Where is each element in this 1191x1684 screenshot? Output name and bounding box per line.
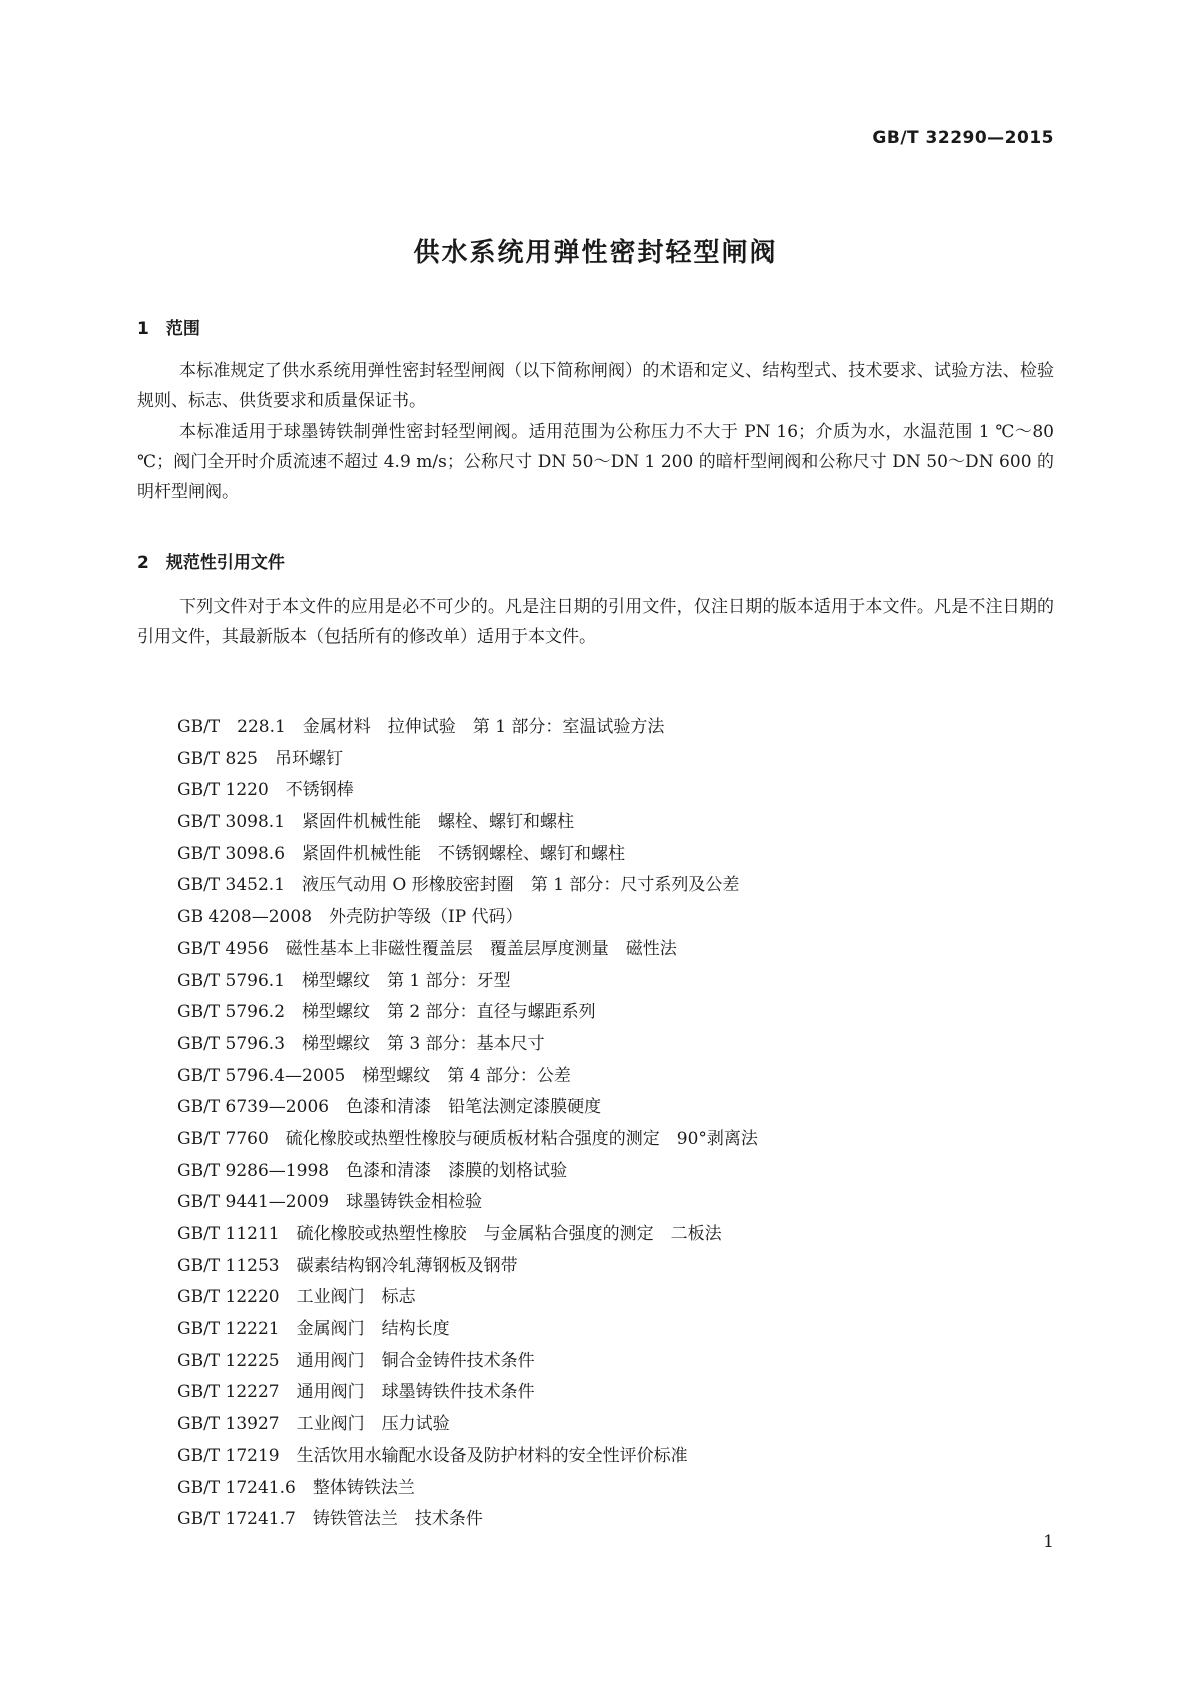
reference-item: GB/T 12220 工业阀门 标志 — [177, 1287, 416, 1308]
reference-list — [177, 712, 758, 1536]
reference-item: GB/T 12227 通用阀门 球墨铸铁件技术条件 — [177, 1382, 535, 1403]
reference-item: GB/T 17241.6 整体铸铁法兰 — [177, 1477, 415, 1498]
reference-item: GB/T 228.1 金属材料 拉伸试验 第 1 部分：室温试验方法 — [177, 717, 665, 737]
scope-paragraph-1: 本标准规定了供水系统用弹性密封轻型闸阀（以下简称闸阀）的术语和定义、结构型式、技术要求、试验方法、检验规则、标志、供货要求和质量保证书。 — [137, 361, 1054, 411]
reference-item: GB/T 3098.1 紧固件机械性能 螺栓、螺钉和螺柱 — [177, 812, 575, 833]
reference-item: GB/T 17219 生活饮用水输配水设备及防护材料的安全性评价标准 — [177, 1445, 688, 1466]
reference-item: GB 4208—2008 外壳防护等级（IP 代码） — [177, 907, 523, 928]
page-number: 1 — [1043, 1532, 1054, 1552]
reference-item: GB/T 13927 工业阀门 压力试验 — [177, 1414, 450, 1435]
document-code: GB/T 32290—2015 — [872, 128, 1054, 148]
document-title: 供水系统用弹性密封轻型闸阀 — [413, 238, 778, 268]
reference-item: GB/T 5796.3 梯型螺纹 第 3 部分：基本尺寸 — [177, 1033, 545, 1054]
reference-item: GB/T 1220 不锈钢棒 — [177, 780, 354, 801]
reference-item: GB/T 9441—2009 球墨铸铁金相检验 — [177, 1192, 483, 1213]
reference-item: GB/T 3452.1 液压气动用 O 形橡胶密封圈 第 1 部分：尺寸系列及公差 — [177, 875, 740, 896]
reference-item: GB/T 825 吊环螺钉 — [177, 748, 343, 769]
reference-item: GB/T 11253 碳素结构钢冷轧薄钢板及钢带 — [177, 1255, 518, 1276]
reference-item: GB/T 4956 磁性基本上非磁性覆盖层 覆盖层厚度测量 磁性法 — [177, 938, 677, 959]
scope-paragraph-2: 本标准适用于球墨铸铁制弹性密封轻型闸阀。适用范围为公称压力不大于 PN 16；介质为水，水温范围 1 ℃～80 ℃；阀门全开时介质流速不超过 4.9 m/s；公称尺寸 DN 50～DN 1 200 的暗杆型闸阀和公称尺寸 DN 50～DN 600 的明杆型闸阀。 — [137, 422, 1054, 502]
reference-item: GB/T 5796.4—2005 梯型螺纹 第 4 部分：公差 — [177, 1065, 571, 1086]
section-heading-normative-references: 2 规范性引用文件 — [137, 553, 285, 573]
reference-item: GB/T 7760 硫化橡胶或热塑性橡胶与硬质板材粘合强度的测定 90°剥离法 — [177, 1128, 758, 1149]
reference-item: GB/T 6739—2006 色漆和清漆 铅笔法测定漆膜硬度 — [177, 1097, 602, 1118]
reference-item: GB/T 12225 通用阀门 铜合金铸件技术条件 — [177, 1350, 535, 1371]
reference-item: GB/T 3098.6 紧固件机械性能 不锈钢螺栓、螺钉和螺柱 — [177, 843, 626, 864]
reference-item: GB/T 11211 硫化橡胶或热塑性橡胶 与金属粘合强度的测定 二板法 — [177, 1224, 722, 1244]
reference-item: GB/T 5796.2 梯型螺纹 第 2 部分：直径与螺距系列 — [177, 1002, 596, 1023]
section-heading-scope: 1 范围 — [137, 319, 200, 339]
reference-item: GB/T 5796.1 梯型螺纹 第 1 部分：牙型 — [177, 970, 511, 991]
reference-item: GB/T 9286—1998 色漆和清漆 漆膜的划格试验 — [177, 1160, 568, 1181]
reference-item: GB/T 17241.7 铸铁管法兰 技术条件 — [177, 1509, 483, 1530]
reference-item: GB/T 12221 金属阀门 结构长度 — [177, 1319, 450, 1340]
references-intro-paragraph: 下列文件对于本文件的应用是必不可少的。凡是注日期的引用文件，仅注日期的版本适用于本文件。凡是不注日期的引用文件，其最新版本（包括所有的修改单）适用于本文件。 — [137, 597, 1054, 647]
